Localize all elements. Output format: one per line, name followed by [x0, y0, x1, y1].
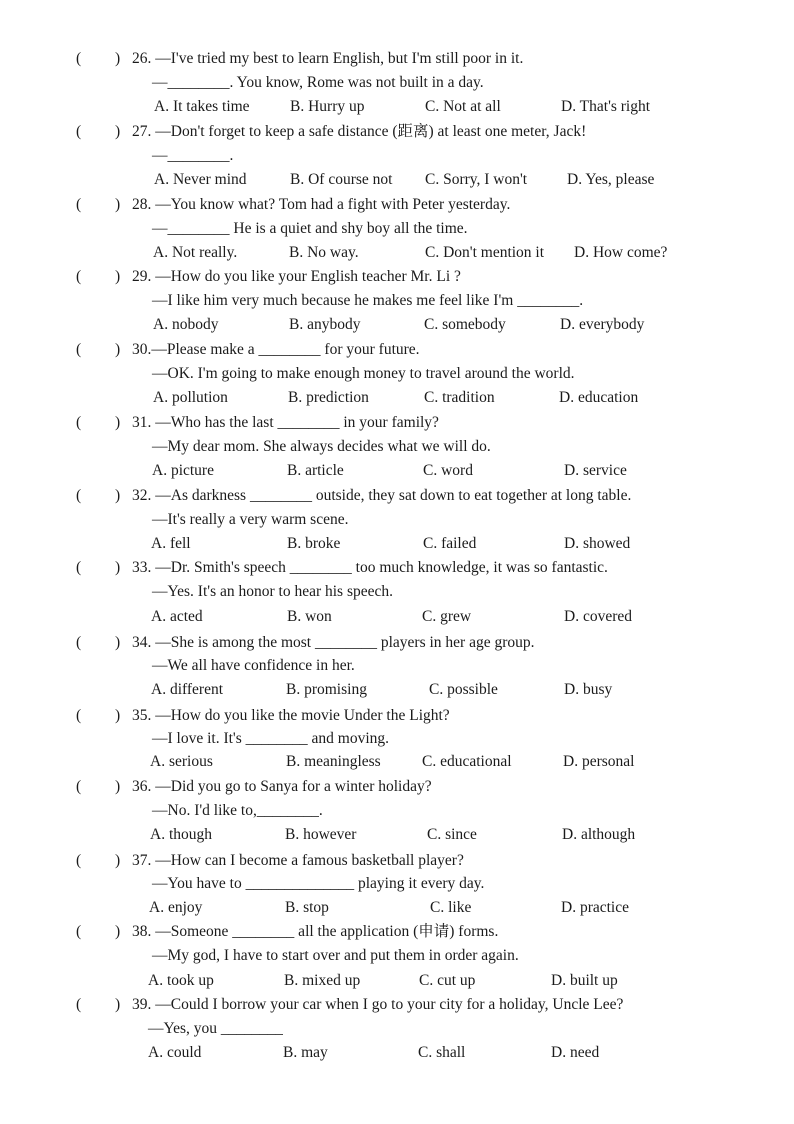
answer-paren-close: ) [115, 923, 121, 940]
option-d: D. Yes, please [567, 171, 655, 188]
option-c: C. somebody [424, 316, 506, 333]
answer-paren-close: ) [115, 634, 121, 651]
answer-paren-close: ) [115, 487, 121, 504]
question-reply: —It's really a very warm scene. [152, 511, 349, 528]
question-number: 28. [132, 196, 152, 213]
question-34 [0, 632, 794, 704]
option-d: D. covered [564, 608, 632, 625]
question-reply: —________ He is a quiet and shy boy all the time. [152, 220, 468, 237]
option-b: B. however [285, 826, 357, 843]
question-stem [132, 266, 461, 288]
question-reply: —Yes. It's an honor to hear his speech. [152, 583, 393, 600]
option-b: B. mixed up [284, 972, 361, 989]
answer-paren-close: ) [115, 707, 121, 724]
option-b: B. Of course not [290, 171, 393, 188]
option-b: B. promising [286, 681, 367, 698]
answer-paren-close: ) [115, 50, 121, 67]
question-number: 27. [132, 123, 152, 140]
option-d: D. That's right [561, 98, 651, 115]
option-a: A. It takes time [154, 98, 250, 115]
question-reply: —My dear mom. She always decides what we will do. [152, 438, 491, 455]
question-text: —Did you go to Sanya for a winter holiday? [155, 778, 432, 795]
question-reply: —Yes, you ________ [148, 1020, 283, 1037]
question-39 [0, 994, 794, 1066]
option-c: C. cut up [419, 972, 476, 989]
option-a: A. acted [151, 608, 203, 625]
question-27 [0, 121, 794, 193]
answer-paren-close: ) [115, 852, 121, 869]
option-c: C. like [430, 899, 472, 916]
option-d: D. need [551, 1044, 600, 1061]
option-c: C. educational [422, 753, 512, 770]
question-36 [0, 776, 794, 848]
question-30 [0, 339, 794, 411]
option-c: C. grew [422, 608, 472, 625]
option-a: A. serious [150, 753, 213, 770]
answer-paren-close: ) [115, 196, 121, 213]
question-reply: —I like him very much because he makes me feel like I'm ________. [152, 292, 584, 309]
answer-paren-open: ( [76, 414, 82, 431]
option-a: A. different [151, 681, 224, 698]
question-stem [132, 705, 450, 727]
question-35 [0, 705, 794, 777]
answer-paren-open: ( [76, 707, 82, 724]
question-number: 32. [132, 487, 152, 504]
option-d: D. everybody [560, 316, 645, 333]
option-b: B. won [287, 608, 332, 625]
option-b: B. stop [285, 899, 329, 916]
answer-paren-open: ( [76, 634, 82, 651]
question-text: —Dr. Smith's speech ________ too much knowledge, it was so fantastic. [155, 559, 608, 576]
answer-paren-open: ( [76, 268, 82, 285]
question-text: —How do you like your English teacher Mr. Li ? [155, 268, 461, 285]
question-reply: —We all have confidence in her. [152, 657, 355, 674]
option-c: C. since [427, 826, 477, 843]
answer-paren-close: ) [115, 414, 121, 431]
question-text: —How do you like the movie Under the Light? [155, 707, 450, 724]
answer-paren-close: ) [115, 123, 121, 140]
question-reply: —________. [152, 147, 234, 164]
option-b: B. prediction [288, 389, 369, 406]
question-text: —Someone ________ all the application (申请) forms. [155, 923, 499, 940]
option-d: D. education [559, 389, 639, 406]
question-number: 26. [132, 50, 152, 67]
option-a: A. enjoy [149, 899, 203, 916]
option-c: C. shall [418, 1044, 466, 1061]
question-reply: —________. You know, Rome was not built in a day. [152, 74, 484, 91]
answer-paren-close: ) [115, 268, 121, 285]
answer-paren-open: ( [76, 852, 82, 869]
option-c: C. tradition [424, 389, 495, 406]
question-text: —I've tried my best to learn English, but I'm still poor in it. [155, 50, 524, 67]
question-stem [132, 850, 464, 872]
answer-paren-open: ( [76, 923, 82, 940]
question-reply: —OK. I'm going to make enough money to travel around the world. [152, 365, 575, 382]
question-number: 31. [132, 414, 152, 431]
option-c: C. Don't mention it [425, 244, 545, 261]
question-text: —You know what? Tom had a fight with Peter yesterday. [155, 196, 511, 213]
option-b: B. anybody [289, 316, 361, 333]
question-text: —She is among the most ________ players in her age group. [155, 634, 535, 651]
question-text: —As darkness ________ outside, they sat down to eat together at long table. [155, 487, 632, 504]
question-text: —Who has the last ________ in your family? [155, 414, 439, 431]
option-d: D. showed [564, 535, 631, 552]
question-reply: —You have to ______________ playing it every day. [152, 875, 485, 892]
answer-paren-open: ( [76, 487, 82, 504]
question-number: 33. [132, 559, 152, 576]
question-stem [132, 485, 631, 507]
question-stem [132, 412, 439, 434]
option-b: B. article [287, 462, 344, 479]
answer-paren-close: ) [115, 559, 121, 576]
question-29 [0, 266, 794, 338]
question-33 [0, 557, 794, 629]
option-b: B. meaningless [286, 753, 381, 770]
question-stem [132, 339, 420, 361]
option-a: A. picture [152, 462, 214, 479]
answer-paren-open: ( [76, 996, 82, 1013]
option-a: A. could [148, 1044, 202, 1061]
question-number: 29. [132, 268, 152, 285]
answer-paren-open: ( [76, 123, 82, 140]
question-text: —How can I become a famous basketball player? [155, 852, 464, 869]
option-d: D. built up [551, 972, 618, 989]
question-26 [0, 48, 794, 120]
option-d: D. practice [561, 899, 629, 916]
question-number: 38. [132, 923, 152, 940]
option-d: D. How come? [574, 244, 668, 261]
option-d: D. service [564, 462, 627, 479]
option-a: A. though [150, 826, 212, 843]
question-28 [0, 194, 794, 266]
answer-paren-open: ( [76, 341, 82, 358]
question-reply: —No. I'd like to,________. [152, 802, 323, 819]
question-reply: —My god, I have to start over and put them in order again. [152, 947, 519, 964]
question-number: 30. [132, 341, 152, 358]
question-text: —Please make a ________ for your future. [151, 341, 420, 358]
option-b: B. broke [287, 535, 341, 552]
answer-paren-open: ( [76, 559, 82, 576]
option-a: A. pollution [153, 389, 228, 406]
option-a: A. took up [148, 972, 214, 989]
answer-paren-open: ( [76, 778, 82, 795]
option-c: C. failed [423, 535, 477, 552]
question-reply: —I love it. It's ________ and moving. [152, 730, 389, 747]
option-b: B. Hurry up [290, 98, 365, 115]
answer-paren-close: ) [115, 996, 121, 1013]
question-text: —Could I borrow your car when I go to your city for a holiday, Uncle Lee? [155, 996, 624, 1013]
question-number: 34. [132, 634, 152, 651]
question-number: 39. [132, 996, 152, 1013]
option-c: C. word [423, 462, 473, 479]
option-a: A. Never mind [154, 171, 247, 188]
question-text: —Don't forget to keep a safe distance (距离) at least one meter, Jack! [155, 123, 587, 140]
question-stem [132, 921, 498, 943]
question-stem [132, 776, 432, 798]
option-d: D. although [562, 826, 636, 843]
question-number: 36. [132, 778, 152, 795]
question-37 [0, 850, 794, 922]
question-number: 35. [132, 707, 152, 724]
question-stem [132, 121, 586, 143]
question-31 [0, 412, 794, 484]
answer-paren-open: ( [76, 50, 82, 67]
question-stem [132, 632, 535, 654]
question-stem [132, 557, 608, 579]
option-c: C. possible [429, 681, 498, 698]
question-stem [132, 48, 523, 70]
option-b: B. may [283, 1044, 328, 1061]
option-b: B. No way. [289, 244, 359, 261]
option-c: C. Sorry, I won't [425, 171, 528, 188]
option-d: D. busy [564, 681, 613, 698]
question-38 [0, 921, 794, 993]
question-number: 37. [132, 852, 152, 869]
question-stem [132, 994, 623, 1016]
answer-paren-close: ) [115, 778, 121, 795]
question-32 [0, 485, 794, 557]
answer-paren-open: ( [76, 196, 82, 213]
option-d: D. personal [563, 753, 635, 770]
option-a: A. Not really. [153, 244, 238, 261]
option-a: A. nobody [153, 316, 219, 333]
option-c: C. Not at all [425, 98, 501, 115]
answer-paren-close: ) [115, 341, 121, 358]
question-stem [132, 194, 510, 216]
option-a: A. fell [151, 535, 191, 552]
